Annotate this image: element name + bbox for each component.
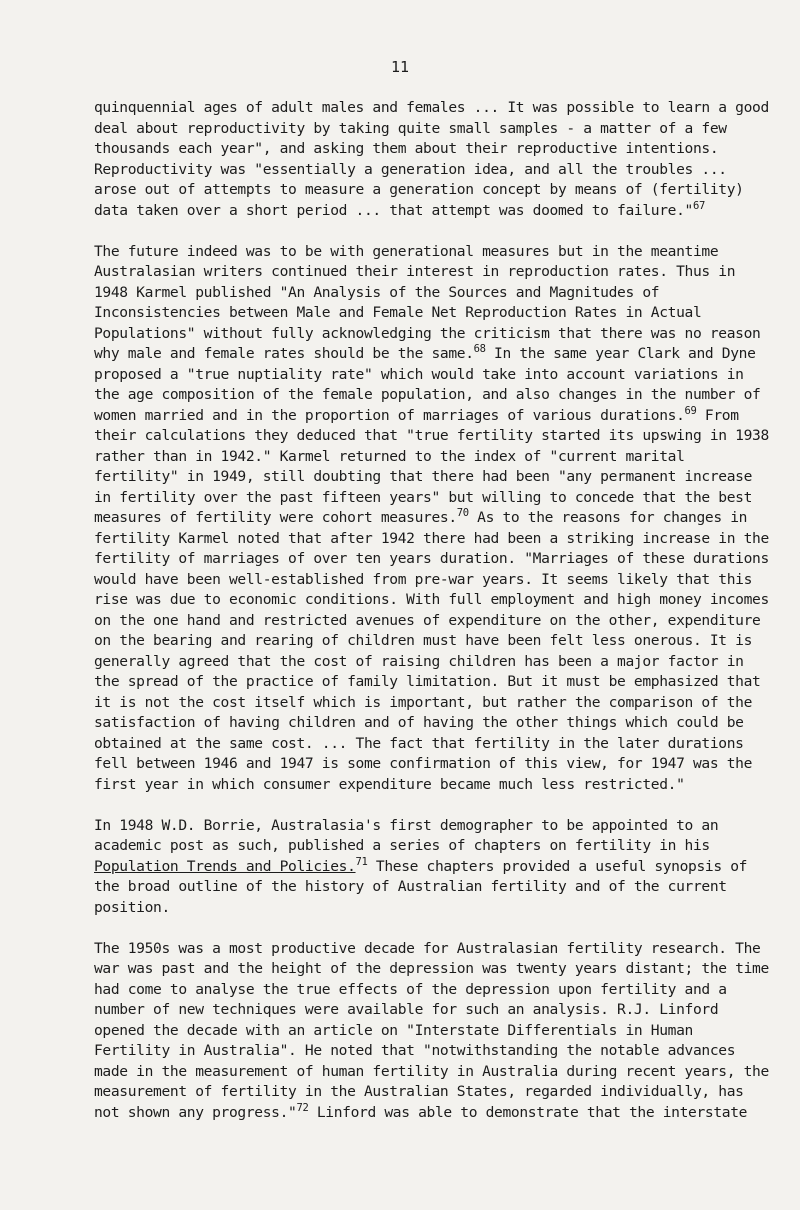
footnote-ref: 68 xyxy=(473,343,486,355)
footnote-ref: 67 xyxy=(692,199,705,212)
paragraph-text: In the same year Clark and Dyne proposed a "true nuptiality rate" which would take into account variations in the age composition of the female population, and also changes in the number of women married and in the proportion of marriages of various durations. xyxy=(94,345,769,424)
paragraph-text: quinquennial ages of adult males and females ... It was possible to learn a good deal about reproductivity by taking quite small samples - a matter of a few thousands each year", and asking them about their reproductive intentions. Reproductivity was "essentially a generation idea, and all the troubles ... arose out of attempts to measure a generation concept by means of (fertility) data taken over a short period ... that attempt was doomed to failure." xyxy=(94,99,778,219)
paragraph xyxy=(94,939,778,1124)
paragraph-text: The future indeed was to be with generational measures but in the meantime Australasian writers continued their interest in reproduction rates. Thus in 1948 Karmel published "An Analysis of the Sources and Magnitudes of Inconsistencies between Male and Female Net Reproduction Rates in Actual Populations" without fully acknowledging the criticism that there was no reason why male and female rates should be the same. xyxy=(94,242,769,362)
paragraph-text: As to the reasons for changes in fertility Karmel noted that after 1942 there had been a striking increase in the fertility of marriages of over ten years duration. "Marriages of these durations would have been well-established from pre-war years. It seems likely that this rise was due to economic conditions. With full employment and high money incomes on the one hand and restricted avenues of expenditure on the other, expenditure on the bearing and rearing of children must have been felt less onerous. It is generally agreed that the cost of raising children has been a major factor in the spread of the practice of family limitation. But it must be emphasized that it is not the cost itself which is important, but rather the comparison of the satisfaction of having children and of having the other things which could be obtained at the same cost. ... The fact that fertility in the later durations fell between 1946 and 1947 is some confirmation of this view, for 1947 was the first year in which consumer expenditure became much less restricted." xyxy=(94,509,778,793)
paragraph-text: These chapters provided a useful synopsis of the broad outline of the history of Australian fertility and of the current position. xyxy=(94,857,756,916)
book-title: Population Trends and Policies. xyxy=(94,857,356,875)
paragraph-text: Linford was able to demonstrate that the interstate xyxy=(308,1103,748,1121)
footnote-ref: 71 xyxy=(355,855,368,868)
footnote-ref: 72 xyxy=(296,1101,309,1114)
footnote-ref: 69 xyxy=(684,404,697,417)
paragraph xyxy=(94,98,778,221)
body-text xyxy=(94,98,778,1144)
paragraph-text: In 1948 W.D. Borrie, Australasia's first demographer to be appointed to an academic post as such, published a series of chapters on fertility in his xyxy=(94,816,727,854)
page-number: 11 xyxy=(390,58,410,76)
paragraph-text: From their calculations they deduced that "true fertility started its upswing in 1938 rather than in 1942." Karmel returned to the index of "current marital fertility" in 1949, still doubting that there had been "any permanent increase in fertility over the past fifteen years" but willing to concede that the best measures of fertility were cohort measures. xyxy=(94,406,778,526)
footnote-ref: 70 xyxy=(456,507,469,519)
paragraph xyxy=(94,242,778,796)
paragraph xyxy=(94,816,774,919)
paragraph-text: The 1950s was a most productive decade for Australasian fertility research. The war was past and the height of the depression was twenty years distant; the time had come to analyse the true effects of the depression upon fertility and a number of new techniques were available for such an analysis. R.J. Linford opened the decade with an article on "Interstate Differentials in Human Fertility in Australia". He noted that "notwithstanding the notable advances made in the measurement of human fertility in Australia during recent years, the measurement of fertility in the Australian States, regarded individually, has not shown any progress." xyxy=(94,939,778,1121)
